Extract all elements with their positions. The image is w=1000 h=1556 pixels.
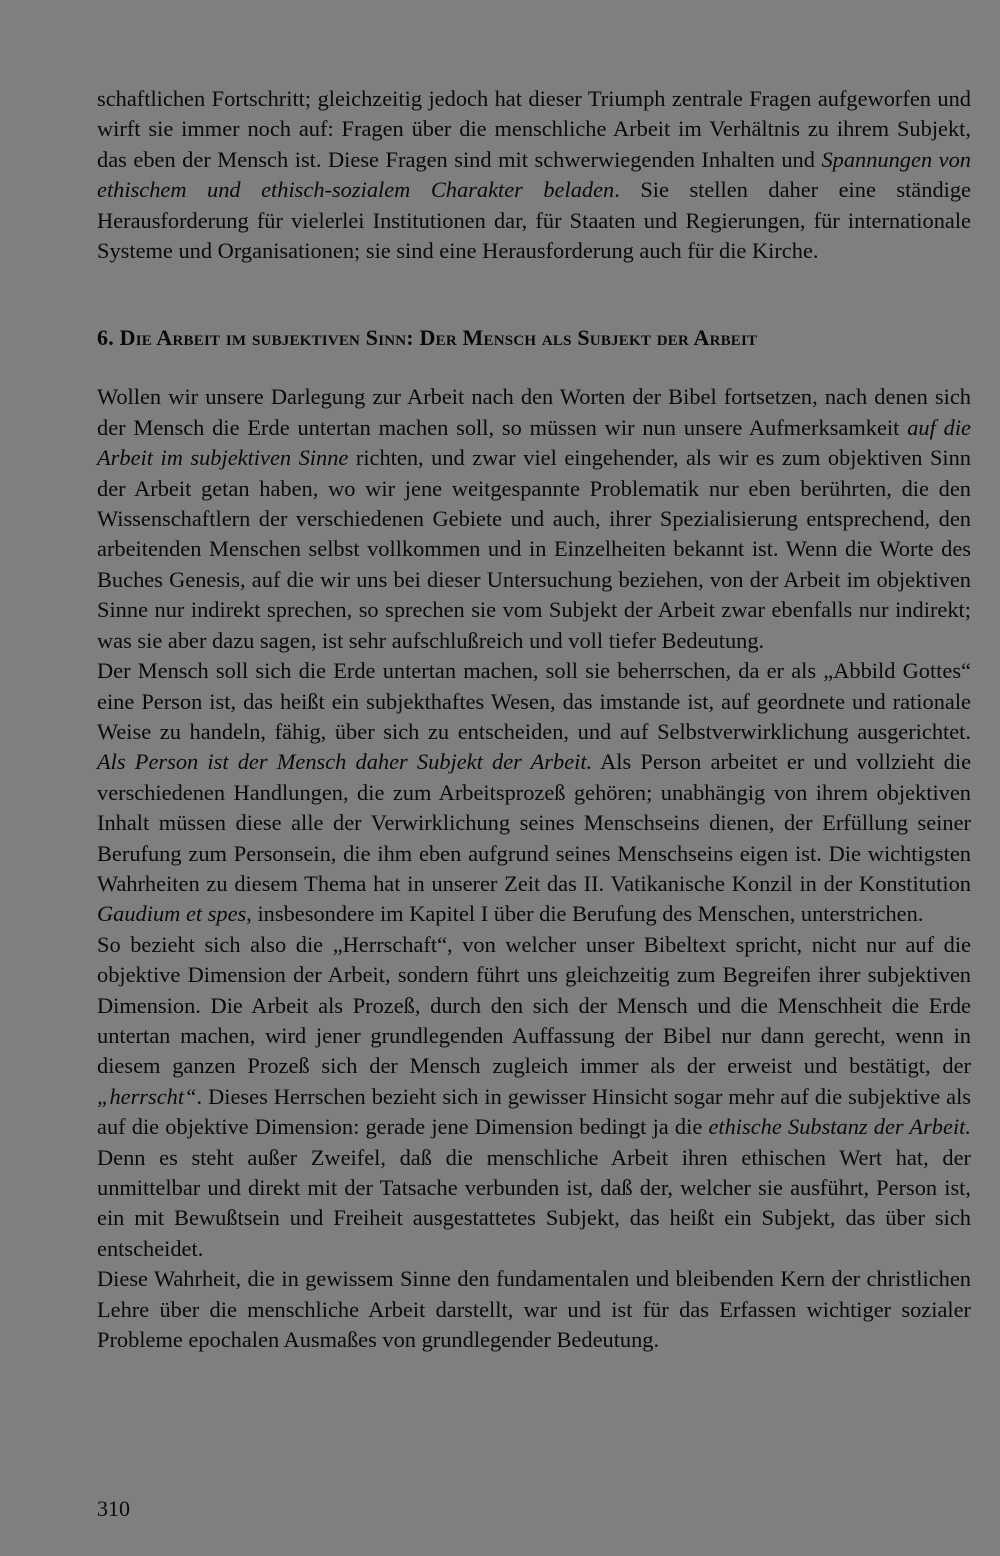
body-paragraph-2 [97, 656, 971, 930]
text-run: , insbesondere im Kapitel I über die Berufung des Menschen, unterstrichen. [246, 901, 924, 927]
text-run: Der Mensch soll sich die Erde untertan machen, soll sie beherrschen, da er als „Abbild Gottes“ eine Person ist, das heißt ein subjekthaftes Wesen, das imstande ist, auf geordnete und rationale Weise zu handeln, fähig, über sich zu entscheiden, und auf Selbstverwirklichung ausgerichtet. [97, 658, 971, 744]
text-run: Wollen wir unsere Darlegung zur Arbeit nach den Worten der Bibel fortsetzen, nach denen sich der Mensch die Erde untertan machen soll, so müssen wir nun unsere Aufmerksamkeit [97, 384, 971, 440]
text-run: So bezieht sich also die „Herrschaft“, von welcher unser Bibeltext spricht, nicht nur auf die objektive Dimension der Arbeit, sondern führt uns gleichzeitig zum Begreifen ihrer subjektiven Dimension. Die Arbeit als Prozeß, durch den sich der Mensch und die Menschheit die Erde untertan machen, wird jener grundlegenden Auffassung der Bibel nur dann gerecht, wenn in diesem ganzen Prozeß sich der Mensch zugleich immer als der erweist und bestätigt, der [97, 931, 971, 1079]
text-run: Als Person arbeitet er und vollzieht die verschiedenen Handlungen, die zum Arbeitsprozeß gehören; unabhängig von ihrem objektiven Inhalt müssen diese alle der Verwirklichung seines Menschseins dienen, der Erfüllung seiner Berufung zum Personsein, die ihm eben aufgrund seines Menschseins eigen ist. Die wichtigsten Wahrheiten zu diesem Thema hat in unserer Zeit das II. Vatikanische Konzil in der Konstitution [97, 749, 972, 896]
italic-text-run: auf die Arbeit im subjektiven Sinne [97, 414, 971, 471]
page-number: 310 [97, 1496, 130, 1521]
section-heading [97, 266, 971, 382]
section-number: 6. [97, 325, 114, 351]
section-title: Die Arbeit im subjektiven Sinn: Der Mensch als Subjekt der Arbeit [119, 325, 758, 351]
text-run: Denn es steht außer Zweifel, daß die menschliche Arbeit ihren ethischen Wert hat, der unmittelbar und direkt mit der Tatsache verbunden ist, daß der, welcher sie ausführt, Person ist, ein mit Bewußtsein und Freiheit ausgestattetes Subjekt, das heißt ein Subjekt, das über sich entscheidet. [97, 1144, 971, 1261]
body-paragraph-3 [97, 930, 971, 1264]
document-page [97, 84, 971, 1355]
text-run: richten, und zwar viel eingehender, als wir es zum objektiven Sinn der Arbeit getan haben, wo wir jene weitgespannte Problematik nur eben berührten, die den Wissenschaftlern der verschiedenen Gebiete und auch, ihrer Spezialisierung entsprechend, den arbeitenden Menschen selbst vollkommen und in Einzelheiten bekannt ist. Wenn die Worte des Buches Genesis, auf die wir uns bei dieser Untersuchung beziehen, von der Arbeit im objektiven Sinne nur indirekt sprechen, so sprechen sie vom Subjekt der Arbeit zwar ebenfalls nur indirekt; was sie aber dazu sagen, ist sehr aufschlußreich und voll tiefer Bedeutung. [97, 445, 972, 653]
italic-text-run: Spannungen von ethischem und ethisch-sozialem Charakter beladen [97, 146, 971, 203]
body-paragraph-1 [97, 382, 971, 656]
italic-text-run: „herrscht“ [97, 1083, 197, 1109]
italic-text-run: Als Person ist der Mensch daher Subjekt der Arbeit. [97, 749, 593, 775]
text-run: . Sie stellen daher eine ständige Herausforderung für vielerlei Institutionen dar, für Staaten und Regierungen, für internationale Systeme und Organisationen; sie sind eine Herausforderung auch für die Kirche. [97, 177, 971, 264]
continuation-paragraph [97, 84, 971, 266]
italic-text-run: Gaudium et spes [97, 901, 247, 927]
body-paragraph-4 [97, 1264, 971, 1355]
text-run: Diese Wahrheit, die in gewissem Sinne den fundamentalen und bleibenden Kern der christlichen Lehre über die menschliche Arbeit darstellt, war und ist für das Erfassen wichtiger sozialer Probleme epochalen Ausmaßes von grundlegender Bedeutung. [97, 1266, 971, 1353]
text-run: . Dieses Herrschen bezieht sich in gewisser Hinsicht sogar mehr auf die subjektive als auf die objektive Dimension: gerade jene Dimension bedingt ja die [97, 1083, 971, 1140]
text-run: schaftlichen Fortschritt; gleichzeitig jedoch hat dieser Triumph zentrale Fragen aufgeworfen und wirft sie immer noch auf: Fragen über die menschliche Arbeit im Verhältnis zu ihrem Subjekt, das eben der Mensch ist. Diese Fragen sind mit schwerwiegenden Inhalten und [97, 86, 971, 172]
italic-text-run: ethische Substanz der Arbeit. [708, 1114, 971, 1140]
